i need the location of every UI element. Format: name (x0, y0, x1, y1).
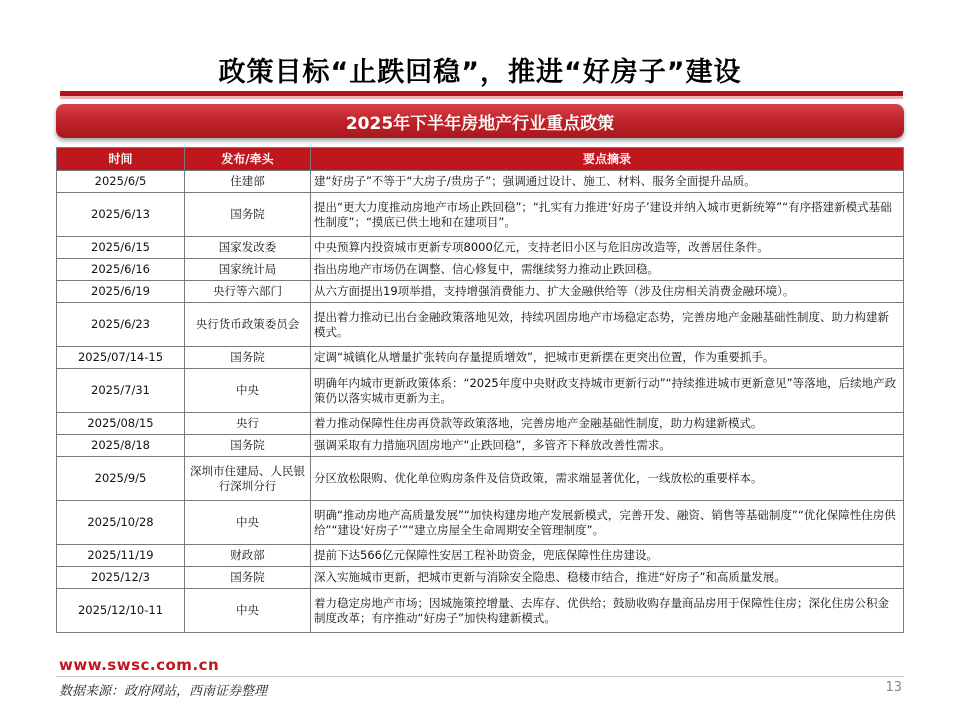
table-row (57, 303, 904, 347)
row-issuer-cell: 住建部 (185, 171, 311, 193)
row-date-cell: 2025/8/18 (57, 435, 185, 457)
row-date-cell: 2025/6/13 (57, 193, 185, 237)
row-summary-cell: 着力推动保障性住房再贷款等政策落地，完善房地产金融基础性制度，助力构建新模式。 (311, 413, 904, 435)
row-summary-cell: 定调“城镇化从增量扩张转向存量提质增效”，把城市更新摆在更突出位置，作为重要抓手。 (311, 347, 904, 369)
table-row (57, 413, 904, 435)
row-date-cell: 2025/08/15 (57, 413, 185, 435)
table-row (57, 435, 904, 457)
row-issuer-cell: 国家发改委 (185, 237, 311, 259)
row-date-cell: 2025/07/14-15 (57, 347, 185, 369)
table-row (57, 567, 904, 589)
row-summary-cell: 指出房地产市场仍在调整、信心修复中，需继续努力推动止跌回稳。 (311, 259, 904, 281)
row-summary-cell: 深入实施城市更新，把城市更新与消除安全隐患、稳楼市结合，推进“好房子”和高质量发展。 (311, 567, 904, 589)
row-date-cell: 2025/6/19 (57, 281, 185, 303)
table-row (57, 281, 904, 303)
table-row (57, 457, 904, 501)
row-summary-cell: 中央预算内投资城市更新专项8000亿元，支持老旧小区与危旧房改造等，改善居住条件。 (311, 237, 904, 259)
row-issuer-cell: 深圳市住建局、人民银行深圳分行 (185, 457, 311, 501)
row-date-cell: 2025/12/10-11 (57, 589, 185, 633)
table-row (57, 259, 904, 281)
row-date-cell: 2025/11/19 (57, 545, 185, 567)
row-summary-cell: 分区放松限购、优化单位购房条件及信贷政策，需求端显著优化，一线放松的重要样本。 (311, 457, 904, 501)
row-issuer-cell: 财政部 (185, 545, 311, 567)
row-issuer-cell: 中央 (185, 589, 311, 633)
row-issuer-cell: 央行 (185, 413, 311, 435)
column-header-issuer: 发布/牵头 (185, 148, 311, 171)
title-divider-shadow (60, 96, 903, 99)
row-issuer-cell: 央行等六部门 (185, 281, 311, 303)
table-row (57, 171, 904, 193)
row-issuer-cell: 国务院 (185, 435, 311, 457)
column-header-summary: 要点摘录 (311, 148, 904, 171)
row-date-cell: 2025/7/31 (57, 369, 185, 413)
row-issuer-cell: 央行货币政策委员会 (185, 303, 311, 347)
row-date-cell: 2025/12/3 (57, 567, 185, 589)
row-issuer-cell: 国务院 (185, 567, 311, 589)
table-row (57, 545, 904, 567)
row-date-cell: 2025/6/15 (57, 237, 185, 259)
row-summary-cell: 强调采取有力措施巩固房地产“止跌回稳”，多管齐下释放改善性需求。 (311, 435, 904, 457)
row-date-cell: 2025/6/16 (57, 259, 185, 281)
row-date-cell: 2025/9/5 (57, 457, 185, 501)
footer-source-note: 数据来源：政府网站，西南证券整理 (59, 684, 268, 699)
table-row (57, 347, 904, 369)
page-title: 政策目标“止跌回稳”，推进“好房子”建设 (218, 57, 742, 88)
row-summary-cell: 从六方面提出19项举措，支持增强消费能力、扩大金融供给等（涉及住房相关消费金融环境）。 (311, 281, 904, 303)
policy-table (56, 147, 904, 633)
table-body (57, 171, 904, 633)
row-issuer-cell: 国务院 (185, 347, 311, 369)
row-issuer-cell: 国家统计局 (185, 259, 311, 281)
row-summary-cell: 提前下达566亿元保障性安居工程补助资金，兜底保障性住房建设。 (311, 545, 904, 567)
row-issuer-cell: 国务院 (185, 193, 311, 237)
table-banner (56, 104, 904, 138)
row-issuer-cell: 中央 (185, 369, 311, 413)
column-header-date: 时间 (57, 148, 185, 171)
table-row (57, 369, 904, 413)
row-date-cell: 2025/6/23 (57, 303, 185, 347)
table-banner-label: 2025年下半年房地产行业重点政策 (345, 113, 615, 134)
table-row (57, 501, 904, 545)
row-summary-cell: 提出着力推动已出台金融政策落地见效，持续巩固房地产市场稳定态势，完善房地产金融基础性制度、助力构建新模式。 (311, 303, 904, 347)
row-issuer-cell: 中央 (185, 501, 311, 545)
row-summary-cell: 建“好房子”不等于“大房子/贵房子”；强调通过设计、施工、材料、服务全面提升品质。 (311, 171, 904, 193)
footer-divider (56, 676, 904, 677)
table-header-row (57, 148, 904, 171)
footer-url: www.swsc.com.cn (59, 656, 220, 674)
row-date-cell: 2025/6/5 (57, 171, 185, 193)
row-summary-cell: 着力稳定房地产市场；因城施策控增量、去库存、优供给；鼓励收购存量商品房用于保障性住房；深化住房公积金制度改革；有序推动“好房子”加快构建新模式。 (311, 589, 904, 633)
row-summary-cell: 提出“更大力度推动房地产市场止跌回稳”；“扎实有力推进‘好房子’建设并纳入城市更新统筹”“有序搭建新模式基础性制度”；“摸底已供土地和在建项目”。 (311, 193, 904, 237)
table-row (57, 193, 904, 237)
row-summary-cell: 明确年内城市更新政策体系：“2025年度中央财政支持城市更新行动”“持续推进城市更新意见”等落地，后续地产政策仍以落实城市更新为主。 (311, 369, 904, 413)
row-summary-cell: 明确“推动房地产高质量发展”“加快构建房地产发展新模式，完善开发、融资、销售等基础制度”“优化保障性住房供给”“建设‘好房子’”“建立房屋全生命周期安全管理制度”。 (311, 501, 904, 545)
table-row (57, 589, 904, 633)
page-number: 13 (885, 680, 902, 695)
row-date-cell: 2025/10/28 (57, 501, 185, 545)
table-row (57, 237, 904, 259)
